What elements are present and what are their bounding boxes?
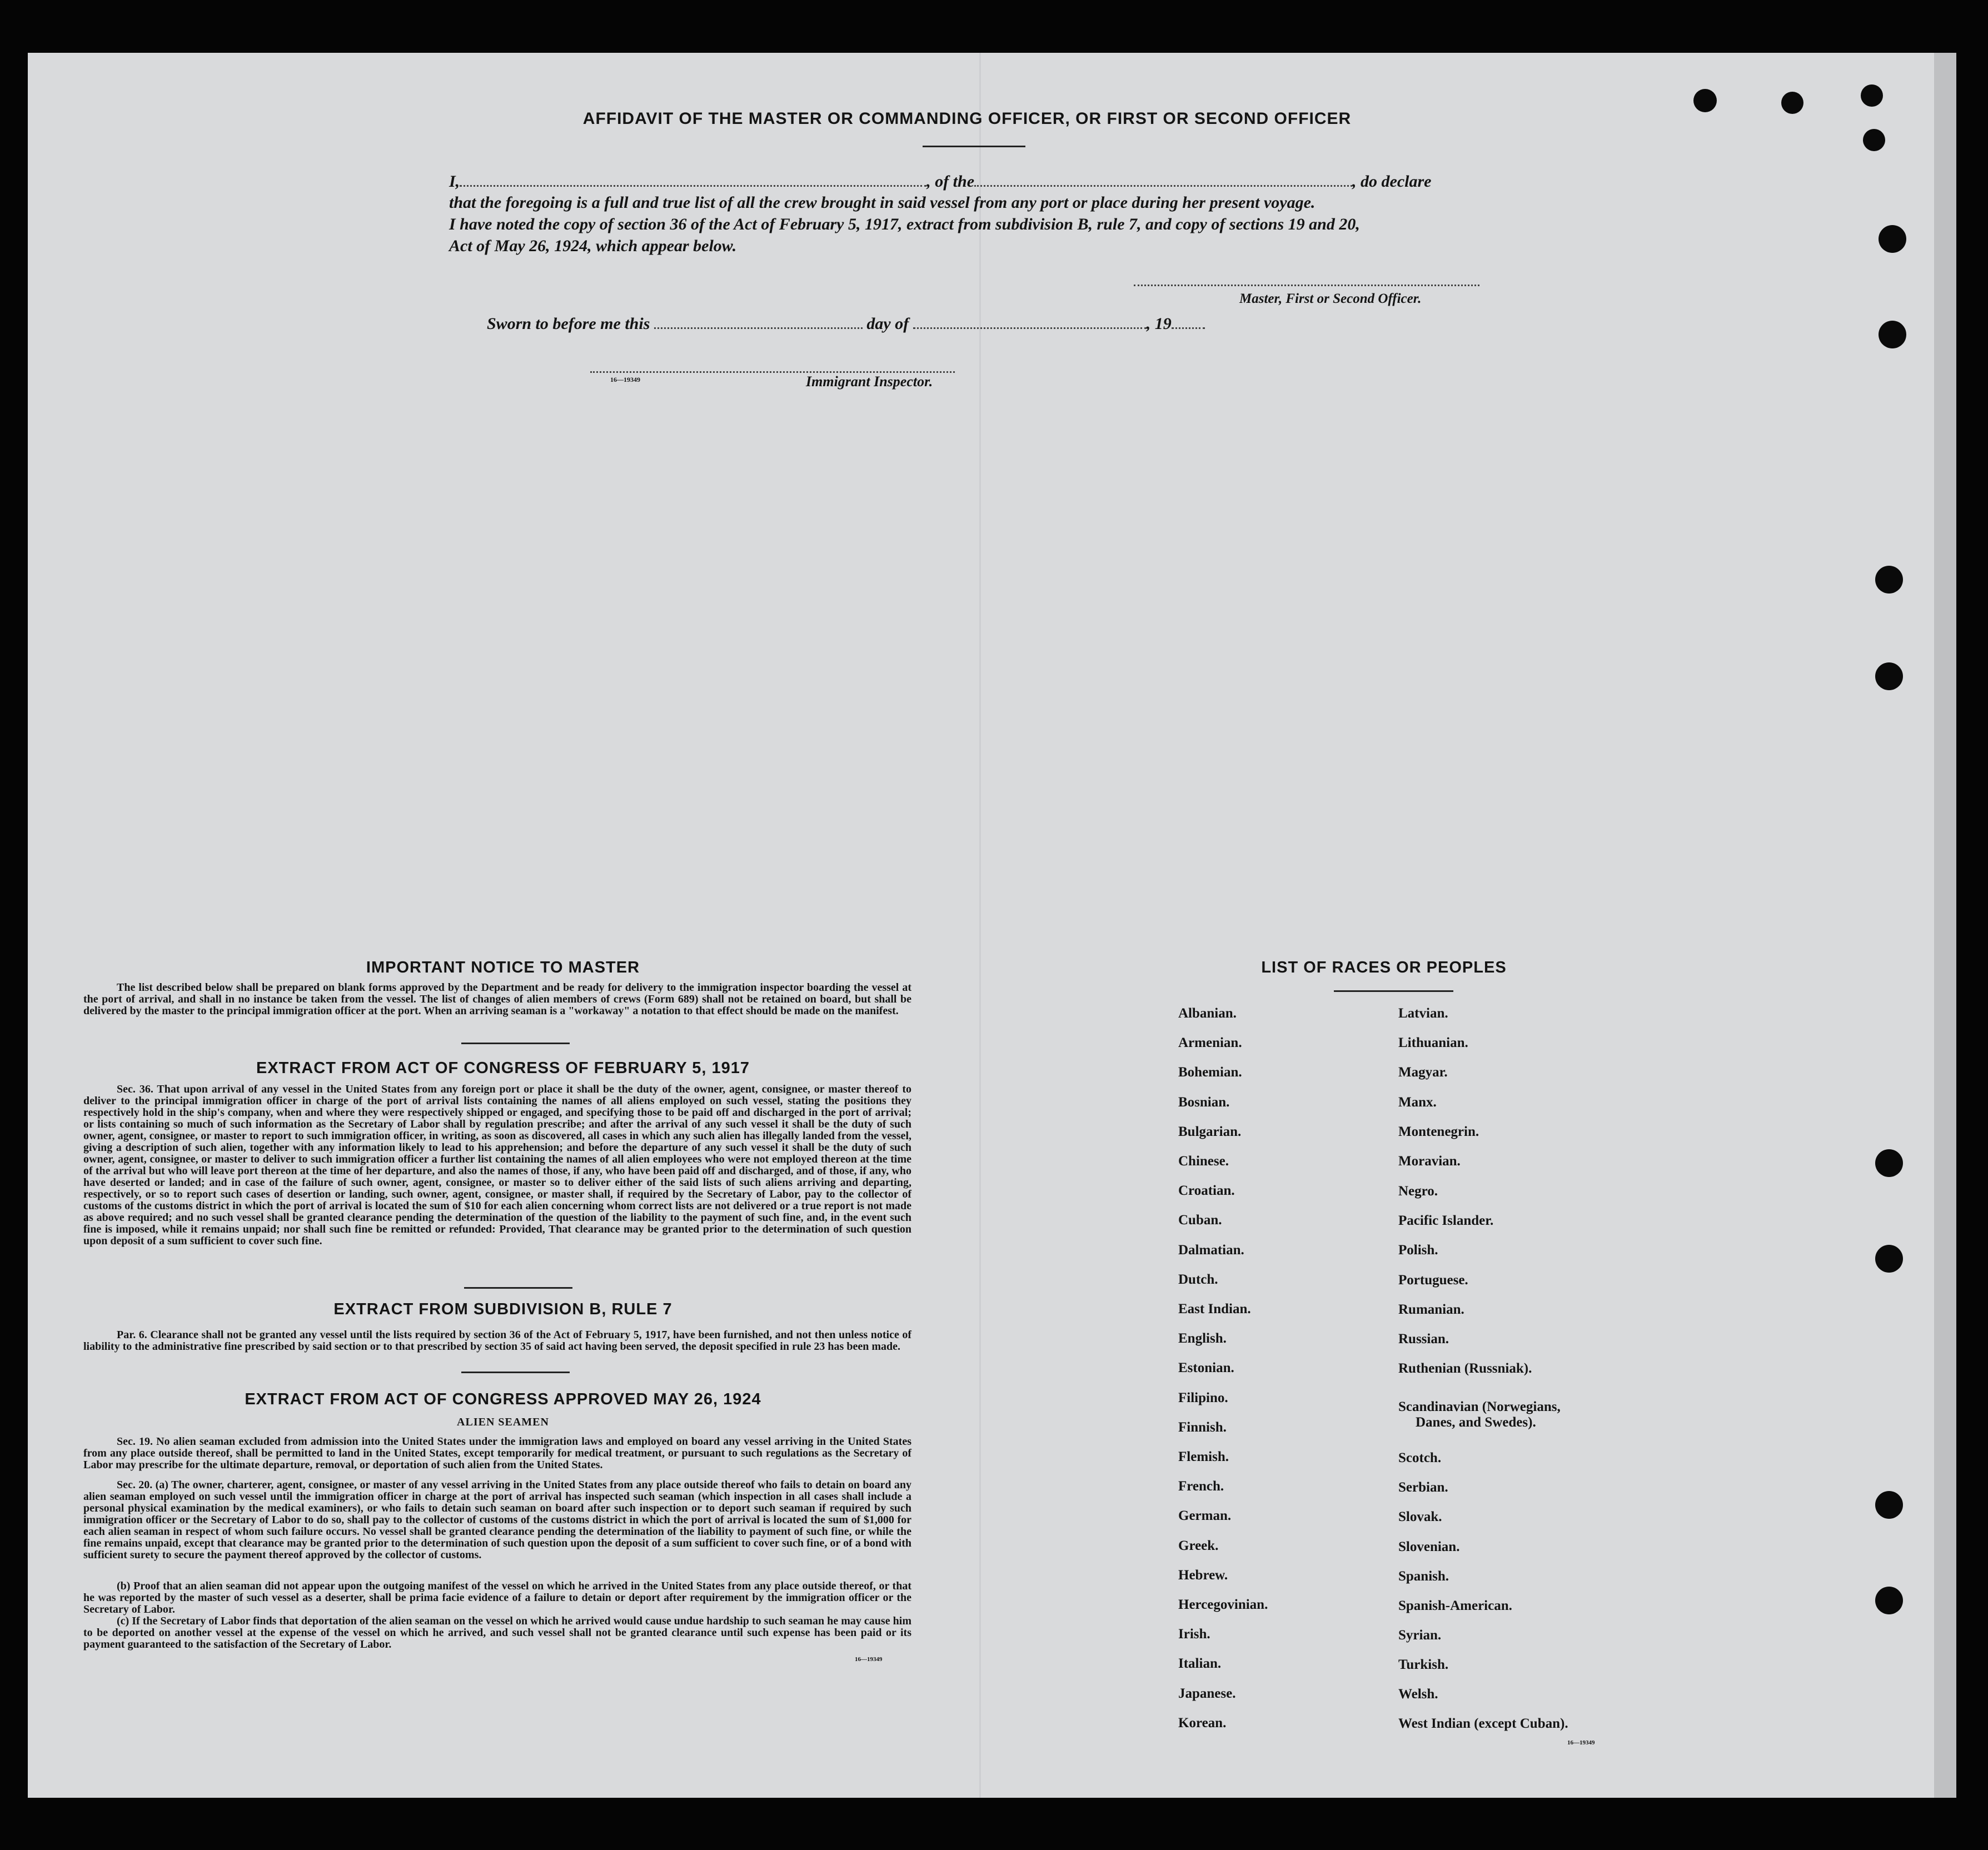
punch-hole xyxy=(1875,1587,1903,1614)
signature-line[interactable] xyxy=(1134,285,1479,286)
race-item: Montenegrin. xyxy=(1398,1124,1479,1139)
notice-title: IMPORTANT NOTICE TO MASTER xyxy=(366,959,640,976)
punch-hole xyxy=(1693,89,1717,112)
declaration-line-3: I have noted the copy of section 36 of the Act of February 5, 1917, extract from subdivision B, rule 7, and copy of sections 19 and 20, xyxy=(449,215,1360,233)
race-item: Rumanian. xyxy=(1398,1302,1464,1317)
race-item: French. xyxy=(1178,1479,1224,1494)
punch-hole xyxy=(1879,321,1906,348)
alien-seamen-subtitle: ALIEN SEAMEN xyxy=(457,1416,549,1428)
punch-hole xyxy=(1875,1491,1903,1519)
sec20b-text: (b) Proof that an alien seaman did not appear upon the outgoing manifest of the vessel on which he arrived in the United States from any place outside thereof, or that he was reported by the master of such vessel as a deserter, shall be prima facie evidence of a failure to detain or deport after requirement by the immigration officer or the Secretary of Labor. xyxy=(83,1580,911,1615)
day-of-label: day of xyxy=(866,315,909,333)
race-item: Albanian. xyxy=(1178,1006,1237,1021)
form-number: 16—19349 xyxy=(855,1656,883,1663)
race-item: Turkish. xyxy=(1398,1657,1449,1672)
section-rule xyxy=(461,1043,570,1044)
inspector-signature-line[interactable] xyxy=(590,371,955,373)
title-rule xyxy=(923,146,1025,147)
declaration-line-2: that the foregoing is a full and true list of all the crew brought in said vessel from any port or place during her present voyage. xyxy=(449,193,1316,212)
extract-1917-text: Sec. 36. That upon arrival of any vessel in the United States from any foreign port or place it shall be the duty of the owner, agent, consignee, or master thereof to deliver to the principal immigration officer in charge of the port of arrival lists containing the names of all aliens employed on such vessel, stating the positions they respectively hold in the ship's company, when and where they were respectively shipped or engaged, and specifying those to be paid off and discharged in the port of arrival; or lists containing so much of such information as the Secretary of Labor shall by regulation prescribe; and after the arrival of any such vessel it shall be the duty of such owner, agent, consignee, or master to report to such immigration officer, in writing, as soon as discovered, all cases in which any such alien has illegally landed from the vessel, giving a description of such alien, together with any information likely to lead to his apprehension; and before the departure of any such vessel it shall be the duty of such owner, agent, consignee, or master to deliver to such immigration officer a further list containing the names of all alien employees who were not employed thereon at the time of the arrival but who will leave port thereon at the time of her departure, and also the names of those, if any, who have been paid off and discharged, and of those, if any, who have deserted or landed; and in case of the failure of such owner, agent, consignee, or master so to deliver either of the said lists of such aliens arriving and departing, respectively, or so to report such cases of desertion or landing, such owner, agent, consignee, or master shall, if required by the Secretary of Labor, pay to the collector of customs of the customs district in which the port of arrival is located the sum of $10 for each alien concerning whom correct lists are not delivered or a true report is not made as above required; and no such vessel shall be granted clearance pending the determination of the question of the liability to the payment of such fine, and, in the event such fine is imposed, while it remains unpaid; nor shall such fine be remitted or refunded: Provided, That clearance may be granted prior to the determination of such question upon deposit of a sum sufficient to cover such fine. xyxy=(83,1083,911,1247)
do-declare-label: , do declare xyxy=(1352,172,1432,191)
punch-hole xyxy=(1875,662,1903,690)
sworn-label: Sworn to before me this xyxy=(487,315,650,333)
race-item: Ruthenian (Russniak). xyxy=(1398,1361,1532,1376)
race-item: Estonian. xyxy=(1178,1360,1234,1375)
i-label: I, xyxy=(449,172,460,191)
race-item: Armenian. xyxy=(1178,1035,1242,1050)
sworn-day-field[interactable] xyxy=(654,324,863,329)
race-item: Polish. xyxy=(1398,1243,1438,1258)
punch-hole xyxy=(1875,1149,1903,1177)
race-item: East Indian. xyxy=(1178,1302,1251,1317)
race-item: Magyar. xyxy=(1398,1065,1448,1080)
races-rule xyxy=(1334,990,1453,992)
race-item: Hebrew. xyxy=(1178,1568,1228,1583)
race-item: Spanish-American. xyxy=(1398,1598,1512,1613)
rule7-title: EXTRACT FROM SUBDIVISION B, RULE 7 xyxy=(333,1300,672,1318)
vessel-field[interactable] xyxy=(974,182,1352,187)
sworn-year-field[interactable] xyxy=(1172,324,1205,329)
races-title: LIST OF RACES OR PEOPLES xyxy=(1261,959,1507,976)
race-item: Slovenian. xyxy=(1398,1539,1460,1554)
race-item: West Indian (except Cuban). xyxy=(1398,1716,1568,1731)
race-item: Pacific Islander. xyxy=(1398,1213,1494,1228)
race-item: German. xyxy=(1178,1508,1232,1523)
race-item: Cuban. xyxy=(1178,1213,1222,1228)
race-item: Chinese. xyxy=(1178,1154,1229,1169)
race-item: Negro. xyxy=(1398,1184,1438,1199)
race-item: Flemish. xyxy=(1178,1449,1229,1464)
race-item: Japanese. xyxy=(1178,1686,1236,1701)
paper-edge xyxy=(1934,53,1956,1798)
sec20a-text: Sec. 20. (a) The owner, charterer, agent, consignee, or master of any vessel arriving in the United States from any place outside thereof who fails to detain on board any alien seaman employed on such vessel until the immigration officer in charge at the port of arrival has inspected such seaman (which inspection in all cases shall include a personal physical examination by the medical examiners), or who fails to detain such seaman on board after such inspection or to deport such seaman if required by such immigration officer or the Secretary of Labor to do so, shall pay to the collector of customs of the customs district in which the port of arrival is located the sum of $1,000 for each alien seaman in respect of whom such failure occurs. No vessel shall be granted clearance pending the determination of the liability to payment of such fine, or while the fine remains unpaid, except that clearance may be granted prior to the determination of such question upon the deposit of a sum sufficient to cover such fine, or of a bond with sufficient surety to secure the payment thereof approved by the collector of customs. xyxy=(83,1479,911,1561)
notice-text: The list described below shall be prepared on blank forms approved by the Department and be ready for delivery to the immigration inspector boarding the vessel at the port of arrival, and shall in no instance be taken from the vessel. The list of changes of alien members of crews (Form 689) shall not be retained on board, but shall be delivered by the master to the principal immigration officer at the port. When an arriving seaman is a "workaway" a notation to that effect should be made on the manifest. xyxy=(83,981,911,1017)
extract-1917-title: EXTRACT FROM ACT OF CONGRESS OF FEBRUARY 5, 1917 xyxy=(256,1059,750,1077)
name-field[interactable] xyxy=(460,182,926,187)
affidavit-title: AFFIDAVIT OF THE MASTER OR COMMANDING OFFICER, OR FIRST OR SECOND OFFICER xyxy=(582,109,1352,128)
race-item: Welsh. xyxy=(1398,1687,1438,1702)
sec20c-text: (c) If the Secretary of Labor finds that deportation of the alien seaman on the vessel on which he arrived would cause undue hardship to such seaman he may cause him to be deported on another vessel at the expense of the vessel on which he arrived, and such vessel shall not be granted clearance until such expense has been paid or its payment guaranteed to the satisfaction of the Secretary of Labor. xyxy=(83,1615,911,1650)
punch-hole xyxy=(1879,225,1906,253)
punch-hole xyxy=(1861,84,1883,107)
race-item: Scandinavian (Norwegians, xyxy=(1398,1399,1561,1414)
race-item: Greek. xyxy=(1178,1538,1219,1553)
race-item: English. xyxy=(1178,1331,1227,1346)
sec19-text: Sec. 19. No alien seaman excluded from admission into the United States under the immigration laws and employed on board any vessel arriving in the United States from any place outside thereof, shall be permitted to land in the United States, except temporarily for medical treatment, or pursuant to such regulations as the Secretary of Labor may prescribe for the ultimate departure, removal, or deportation of such alien from the United States. xyxy=(83,1435,911,1471)
punch-hole xyxy=(1875,1245,1903,1273)
race-item: Dutch. xyxy=(1178,1272,1218,1287)
declaration-line-4: Act of May 26, 1924, which appear below. xyxy=(449,237,737,255)
race-item: Bosnian. xyxy=(1178,1095,1230,1110)
race-item: Moravian. xyxy=(1398,1154,1461,1169)
punch-hole xyxy=(1863,129,1885,151)
inspector-label: Immigrant Inspector. xyxy=(806,373,933,390)
race-item: Bohemian. xyxy=(1178,1065,1242,1080)
year-label: , 19 xyxy=(1146,315,1172,333)
form-number: 16—19349 xyxy=(610,376,640,383)
race-item: Italian. xyxy=(1178,1656,1222,1671)
section-rule xyxy=(461,1372,570,1373)
rule7-text: Par. 6. Clearance shall not be granted any vessel until the lists required by section 36 of the Act of February 5, 1917, have been furnished, and not then unless notice of liability to the administrative fine prescribed by said section or to that prescribed by section 35 of said act having been served, the deposit specified in rule 23 has been made. xyxy=(83,1329,911,1353)
race-item: Lithuanian. xyxy=(1398,1035,1468,1050)
race-item: Syrian. xyxy=(1398,1628,1442,1643)
race-item: Croatian. xyxy=(1178,1183,1235,1198)
race-item: Bulgarian. xyxy=(1178,1124,1242,1139)
sworn-line xyxy=(487,315,1205,333)
race-item: Portuguese. xyxy=(1398,1273,1468,1288)
race-item: Manx. xyxy=(1398,1095,1437,1110)
race-item: Hercegovinian. xyxy=(1178,1597,1268,1612)
race-item: Irish. xyxy=(1178,1627,1210,1642)
race-item: Spanish. xyxy=(1398,1569,1449,1584)
form-number: 16—19349 xyxy=(1567,1739,1595,1746)
race-item: Scotch. xyxy=(1398,1450,1442,1465)
sworn-month-field[interactable] xyxy=(913,324,1147,329)
race-item: Finnish. xyxy=(1178,1420,1227,1435)
declaration-line-1 xyxy=(449,172,1431,191)
race-item: Korean. xyxy=(1178,1716,1227,1731)
of-the-label: , of the xyxy=(926,172,975,191)
race-item: Russian. xyxy=(1398,1332,1449,1347)
punch-hole xyxy=(1781,92,1803,114)
punch-hole xyxy=(1875,566,1903,594)
race-item: Filipino. xyxy=(1178,1390,1228,1405)
race-item: Dalmatian. xyxy=(1178,1243,1244,1258)
signature-label: Master, First or Second Officer. xyxy=(1239,291,1422,306)
section-rule xyxy=(464,1287,572,1289)
race-item: Danes, and Swedes). xyxy=(1416,1415,1536,1430)
extract-1924-title: EXTRACT FROM ACT OF CONGRESS APPROVED MAY 26, 1924 xyxy=(245,1390,761,1408)
race-item: Serbian. xyxy=(1398,1480,1448,1495)
race-item: Latvian. xyxy=(1398,1006,1448,1021)
race-item: Slovak. xyxy=(1398,1509,1442,1524)
